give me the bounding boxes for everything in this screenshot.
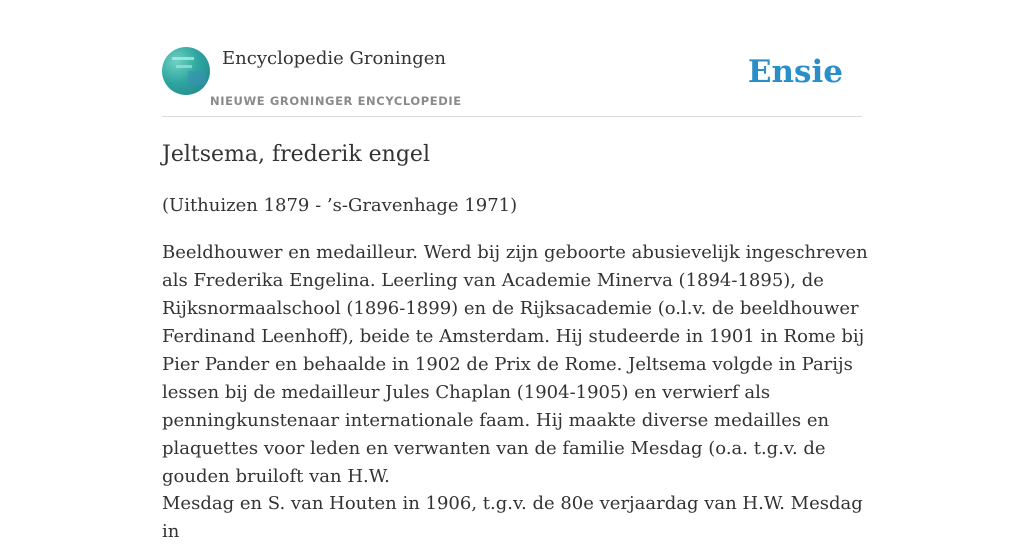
site-logo[interactable]: [162, 47, 210, 95]
logo-detail: [172, 57, 194, 60]
article-lifespan: (Uithuizen 1879 - ’s-Gravenhage 1971): [162, 195, 518, 216]
article-title: Jeltsema, frederik engel: [162, 142, 430, 167]
article-paragraph: Beeldhouwer en medailleur. Werd bij zijn geboorte abusievelijk ingeschreven als Frederika Engelina. Leerling van Academie Minerva (1894-1895), de Rijksnormaalschool (1896-1899) en de Rijksacademie (o.l.v. de beeldhouwer Ferdinand Leenhoff), beide te Amsterdam. Hij studeerde in 1901 in Rome bij Pier Pander en behaalde in 1902 de Prix de Rome. Jeltsema volgde in Parijs lessen bij de medailleur Jules Chaplan (1904-1905) en verwierf als penningkunstenaar internationale faam. Hij maakte diverse medailles en plaquettes voor leden en verwanten van de familie Mesdag (o.a. t.g.v. de gouden bruiloft van H.W.: [162, 242, 868, 487]
site-header: [162, 46, 862, 117]
logo-detail: [188, 71, 206, 85]
site-title[interactable]: Encyclopedie Groningen: [222, 48, 447, 69]
article-paragraph: Mesdag en S. van Houten in 1906, t.g.v. de 80e verjaardag van H.W. Mesdag in: [162, 493, 863, 542]
site-subtitle: NIEUWE GRONINGER ENCYCLOPEDIE: [210, 94, 462, 108]
brand-logo[interactable]: Ensie: [747, 54, 843, 90]
logo-detail: [176, 65, 192, 68]
